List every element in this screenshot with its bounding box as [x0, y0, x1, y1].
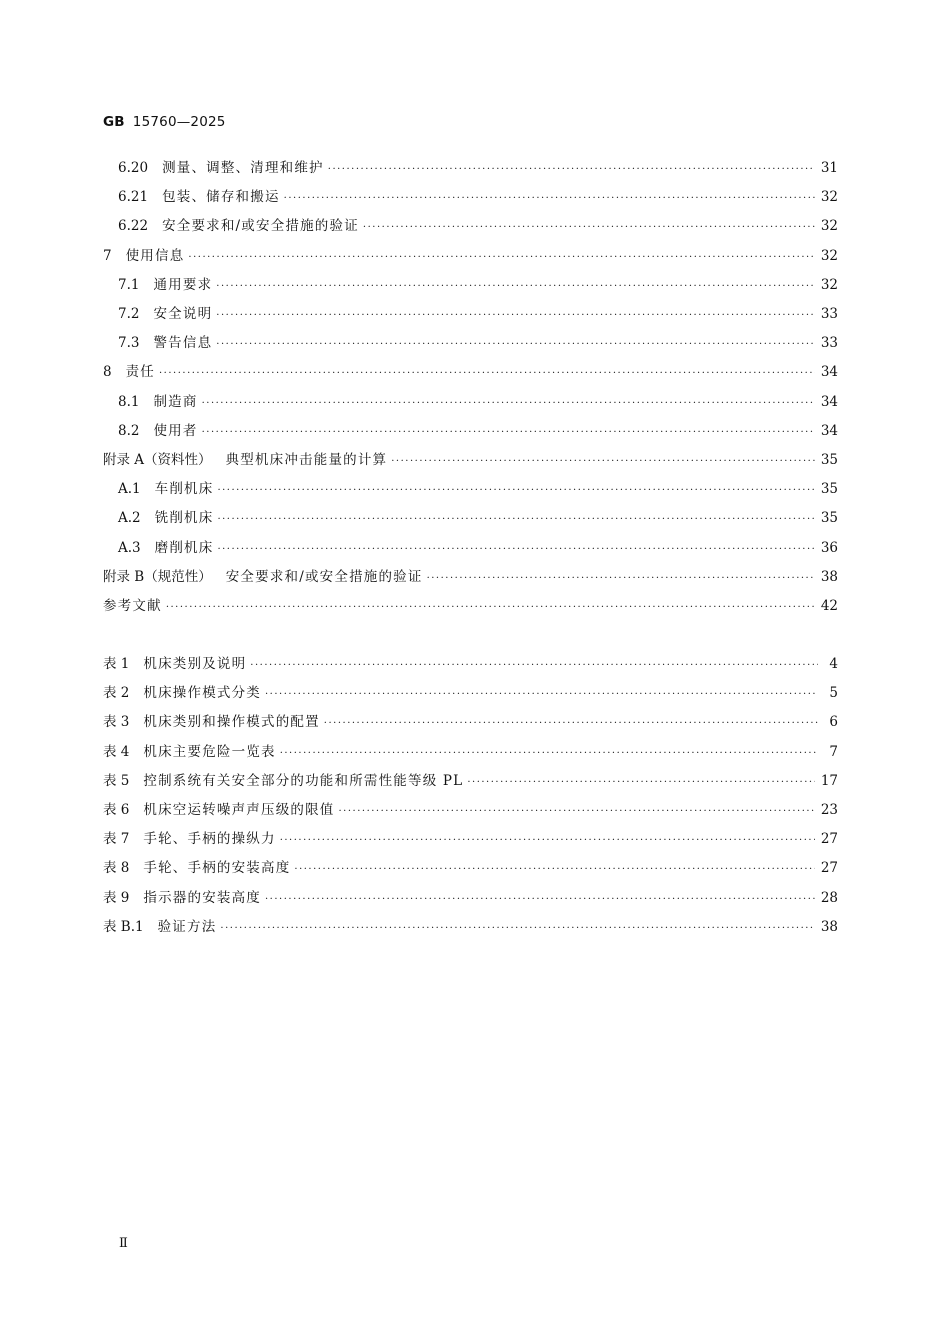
dot-leader	[339, 801, 815, 823]
dot-leader	[250, 655, 818, 677]
dot-leader	[217, 509, 814, 531]
toc-entry-number: A.2	[118, 510, 141, 527]
tables-entry-page: 5	[829, 685, 838, 702]
toc-entry-title: 包装、储存和搬运	[162, 189, 280, 206]
tables-entry-page: 6	[829, 714, 838, 731]
toc-entry-title: 使用信息	[125, 247, 185, 264]
dot-leader	[216, 334, 815, 356]
dot-leader	[188, 247, 814, 269]
dot-leader	[202, 422, 815, 444]
standard-number: 15760—2025	[132, 114, 226, 130]
tables-entry-number: 表 1	[103, 656, 130, 672]
standard-code: GB	[103, 114, 125, 130]
toc-entry[interactable]	[103, 245, 838, 267]
toc-entry-page: 38	[820, 568, 838, 585]
toc-entry-title: 安全说明	[153, 306, 213, 322]
dot-leader	[467, 772, 814, 794]
toc-entry-number: 8.1	[118, 393, 140, 410]
tables-entry-number: 表 9	[103, 889, 130, 906]
tables-entry-title: 控制系统有关安全部分的功能和所需性能等级 PL	[143, 772, 464, 789]
toc-entry[interactable]	[118, 537, 838, 559]
dot-leader	[324, 713, 818, 735]
toc-entry-number: 6.21	[118, 189, 149, 206]
dot-leader	[328, 159, 815, 181]
toc-entry[interactable]	[118, 215, 838, 237]
toc-entry-title: 安全要求和/或安全措施的验证	[225, 568, 423, 585]
toc-entry-title: 参考文献	[103, 598, 162, 614]
tables-entry-title: 手轮、手柄的安装高度	[143, 860, 291, 877]
toc-entry-page: 35	[820, 481, 838, 498]
toc-entry-number: 附录 A（资料性）	[103, 452, 212, 468]
toc-entry-page: 34	[820, 364, 838, 381]
dot-leader	[284, 188, 815, 210]
tables-entry-title: 验证方法	[157, 918, 217, 935]
toc-entry-title: 责任	[125, 364, 155, 381]
tables-entry-number: 表 5	[103, 772, 130, 789]
toc-entry[interactable]	[118, 157, 838, 179]
toc-entry-title: 使用者	[153, 422, 198, 439]
tables-entry-title: 机床类别及说明	[143, 656, 247, 672]
dot-leader	[217, 480, 814, 502]
toc-entry-title: 警告信息	[153, 335, 213, 352]
dot-leader	[265, 889, 815, 911]
document-header	[103, 114, 226, 130]
toc-entry-page: 32	[820, 276, 838, 293]
toc-entry-number: 6.20	[118, 160, 149, 176]
tables-entry-page: 23	[820, 802, 838, 818]
toc-entry-number: 7.2	[118, 306, 140, 322]
tables-entry-title: 机床空运转噪声声压级的限值	[143, 802, 335, 818]
dot-leader	[216, 276, 815, 298]
tables-entry-number: 表 6	[103, 802, 130, 818]
toc-entry[interactable]	[118, 507, 838, 529]
tables-entry-number: 表 B.1	[103, 918, 144, 935]
toc-entry-number: 7.1	[118, 276, 140, 293]
tables-entry-title: 机床操作模式分类	[143, 685, 261, 702]
dot-leader	[159, 363, 815, 385]
tables-entry-page: 4	[829, 656, 838, 672]
toc-entry[interactable]	[118, 186, 838, 208]
tables-entry-page: 28	[820, 889, 838, 906]
dot-leader	[280, 743, 818, 765]
toc-entry-page: 33	[820, 335, 838, 352]
toc-entry[interactable]	[118, 478, 838, 500]
dot-leader	[216, 305, 815, 327]
tables-entry[interactable]	[103, 770, 838, 792]
toc-entry-number: A.1	[118, 481, 141, 498]
dot-leader	[294, 859, 814, 881]
toc-entry-page: 35	[820, 452, 838, 468]
tables-entry-number: 表 4	[103, 743, 130, 760]
tables-entry-title: 机床类别和操作模式的配置	[143, 714, 320, 731]
toc-entry[interactable]	[118, 332, 838, 354]
toc-entry-number: 6.22	[118, 218, 149, 235]
tables-entry-page: 7	[829, 743, 838, 760]
toc-entry-page: 36	[820, 539, 838, 556]
tables-entry[interactable]	[103, 741, 838, 763]
toc-entry-number: A.3	[118, 539, 141, 556]
tables-entry[interactable]	[103, 799, 838, 821]
toc-entry-number: 附录 B（规范性）	[103, 568, 212, 585]
toc-entry-number: 8.2	[118, 422, 140, 439]
toc-entry-page: 32	[820, 189, 838, 206]
toc-entry-number: 7	[103, 247, 112, 264]
tables-entry[interactable]	[103, 682, 838, 704]
toc-entry[interactable]	[118, 420, 838, 442]
toc-entry-title: 车削机床	[154, 481, 214, 498]
toc-entry[interactable]	[118, 274, 838, 296]
tables-entry-number: 表 2	[103, 685, 130, 702]
tables-entry-page: 27	[820, 831, 838, 848]
toc-entry-page: 34	[820, 393, 838, 410]
tables-entry-title: 手轮、手柄的操纵力	[143, 831, 276, 848]
tables-entry-page: 38	[820, 918, 838, 935]
tables-entry-title: 指示器的安装高度	[143, 889, 261, 906]
toc-entry-page: 33	[820, 306, 838, 322]
toc-entry-title: 制造商	[153, 393, 198, 410]
tables-entry-number: 表 7	[103, 831, 130, 848]
toc-entry-number: 7.3	[118, 335, 140, 352]
tables-entry[interactable]	[103, 828, 838, 850]
dot-leader	[202, 393, 815, 415]
toc-entry-title: 安全要求和/或安全措施的验证	[162, 218, 359, 235]
toc-entry-title: 磨削机床	[154, 539, 214, 556]
toc-entry-page: 32	[820, 247, 838, 264]
dot-leader	[280, 830, 815, 852]
tables-entry-number: 表 8	[103, 860, 130, 877]
dot-leader	[265, 684, 818, 706]
toc-entry[interactable]	[103, 361, 838, 383]
dot-leader	[217, 539, 814, 561]
tables-entry-page: 27	[820, 860, 838, 877]
toc-entry-page: 35	[820, 510, 838, 527]
toc-entry[interactable]	[118, 391, 838, 413]
toc-entry-title: 通用要求	[153, 276, 213, 293]
toc-entry-title: 铣削机床	[154, 510, 214, 527]
toc-entry-page: 32	[820, 218, 838, 235]
toc-entry-title: 测量、调整、清理和维护	[162, 160, 324, 176]
tables-entry[interactable]	[103, 916, 838, 938]
dot-leader	[427, 568, 815, 590]
dot-leader	[363, 217, 815, 239]
dot-leader	[166, 597, 815, 619]
tables-entry[interactable]	[103, 857, 838, 879]
tables-entry[interactable]	[103, 887, 838, 909]
toc-entry[interactable]	[118, 303, 838, 325]
dot-leader	[391, 451, 815, 473]
toc-entry-number: 8	[103, 364, 112, 381]
tables-entry-page: 17	[820, 772, 838, 789]
toc-entry[interactable]	[103, 566, 838, 588]
toc-entry-title: 典型机床冲击能量的计算	[225, 452, 388, 468]
page-number: Ⅱ	[119, 1236, 128, 1251]
tables-entry[interactable]	[103, 653, 838, 675]
toc-entry-page: 31	[820, 160, 838, 176]
toc-entry-page: 34	[820, 422, 838, 439]
tables-entry-title: 机床主要危险一览表	[143, 743, 276, 760]
toc-entry[interactable]	[103, 449, 838, 471]
tables-entry[interactable]	[103, 711, 838, 733]
tables-entry-number: 表 3	[103, 714, 130, 731]
toc-entry[interactable]	[103, 595, 838, 617]
toc-entry-page: 42	[820, 598, 838, 614]
dot-leader	[220, 918, 814, 940]
